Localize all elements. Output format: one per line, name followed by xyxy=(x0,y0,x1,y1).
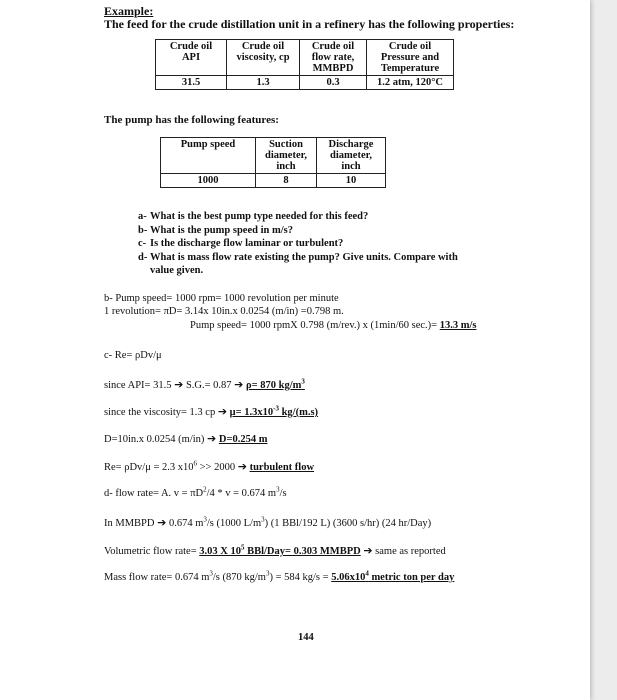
list-item: value given. xyxy=(150,265,204,276)
cell-viscosity: 1.3 xyxy=(227,76,300,90)
header-viscosity: Crude oil viscosity, cp xyxy=(227,40,300,76)
diameter-answer: D=0.254 m xyxy=(218,434,268,445)
solution-reynolds-line: Re= ρDv/μ = 2.3 $x10^6 >> 2000$ ➔ turbulent flow xyxy=(104,459,315,473)
solution-api-line: since API= 31.5 ➔ S.G.= 0.87 ➔ ρ= 870 $kg/m^3$ xyxy=(104,377,305,391)
cell-pump-speed: 1000 xyxy=(161,174,256,188)
solution-flow-rate-line: d- flow rate= A. $v = \pi D^2/4 * v = 0.674$ $m^3/s$ xyxy=(104,485,287,499)
solution-diameter-line: D=10in.x 0.0254 (m/in) ➔ D=0.254 m xyxy=(104,432,268,445)
solution-viscosity-line: since the viscosity= 1.3 cp ➔ $\mu= 1.3x10^{-3}$ kg/(m.s) xyxy=(104,404,319,418)
table-row xyxy=(156,76,454,90)
list-item: a- What is the best pump type needed for this feed? xyxy=(138,211,369,222)
table-header-row xyxy=(161,138,386,174)
arrow-right-icon: ➔ xyxy=(157,516,167,529)
pump-speed-answer: 13.3 m/s xyxy=(439,320,477,331)
header-api: Crude oil API xyxy=(156,40,227,76)
solution-c-title: c- Re= ρDv/μ xyxy=(104,350,162,361)
solution-volumetric-line: Volumetric flow rate= 3.03 X $10^5$ BBl/Day= 0.303 MMBPD ➔ same as reported xyxy=(104,543,446,557)
arrow-right-icon: ➔ xyxy=(363,544,373,557)
intro-text: The feed for the crude distillation unit in a refinery has the following properties: xyxy=(104,17,515,31)
example-heading: Example: xyxy=(104,4,154,18)
volumetric-answer: 3.03 X $10^5$ BBl/Day= 0.303 MMBPD xyxy=(199,543,361,557)
arrow-right-icon: ➔ xyxy=(237,460,247,473)
cell-flow-rate: 0.3 xyxy=(300,76,367,90)
solution-mass-flow-line: Mass flow rate= 0.674 $m^3/s$ (870 $kg/m^3) = 584$ $kg/s = 5.06x10^4$ metric ton per day xyxy=(104,569,455,583)
header-pump-speed: Pump speed xyxy=(161,138,256,174)
question-list xyxy=(138,210,538,278)
mass-flow-answer: $5.06x10^4$ metric ton per day xyxy=(331,569,455,583)
density-answer: ρ= 870 $kg/m^3$ xyxy=(246,377,305,391)
table-header-row xyxy=(156,40,454,76)
list-item: c- Is the discharge flow laminar or turbulent? xyxy=(138,238,344,249)
header-pressure-temperature: Crude oil Pressure and Temperature xyxy=(367,40,454,76)
solution-b-line3: Pump speed= 1000 rpmX 0.798 (m/rev.) x (1min/60 sec.)= 13.3 m/s xyxy=(190,320,477,331)
list-item: b- What is the pump speed in m/s? xyxy=(138,224,293,236)
header-discharge-diameter: Discharge diameter, inch xyxy=(317,138,386,174)
arrow-right-icon: ➔ xyxy=(207,432,217,445)
pump-intro-text: The pump has the following features: xyxy=(104,114,279,126)
header-suction-diameter: Suction diameter, inch xyxy=(256,138,317,174)
table-row xyxy=(161,174,386,188)
feed-properties-table xyxy=(155,39,454,90)
list-item: d- What is mass flow rate existing the pump? Give units. Compare with xyxy=(138,251,458,263)
solution-b-line1: b- Pump speed= 1000 rpm= 1000 revolution per minute xyxy=(104,293,339,304)
viscosity-answer: $\mu= 1.3x10^{-3}$ kg/(m.s) xyxy=(229,404,319,418)
cell-discharge-diameter: 10 xyxy=(317,174,386,188)
cell-pressure-temperature: 1.2 atm, 120°C xyxy=(367,76,454,90)
solution-mmbpd-line: In MMBPD ➔ 0.674 $m^3/s$ (1000 $L/m^3$) (1 BBl/192 L) (3600 s/hr) (24 hr/Day) xyxy=(104,515,432,529)
arrow-right-icon: ➔ xyxy=(217,405,228,418)
header-flow-rate: Crude oil flow rate, MMBPD xyxy=(300,40,367,76)
arrow-right-icon: ➔ xyxy=(234,378,244,391)
page-number: 144 xyxy=(298,632,314,643)
pump-features-table xyxy=(160,137,386,188)
cell-suction-diameter: 8 xyxy=(256,174,317,188)
arrow-right-icon: ➔ xyxy=(174,378,184,391)
cell-api: 31.5 xyxy=(156,76,227,90)
solution-b-line2: 1 revolution= πD= 3.14x 10in.x 0.0254 (m/in) =0.798 m. xyxy=(104,306,344,317)
flow-regime-answer: turbulent flow xyxy=(249,462,315,473)
